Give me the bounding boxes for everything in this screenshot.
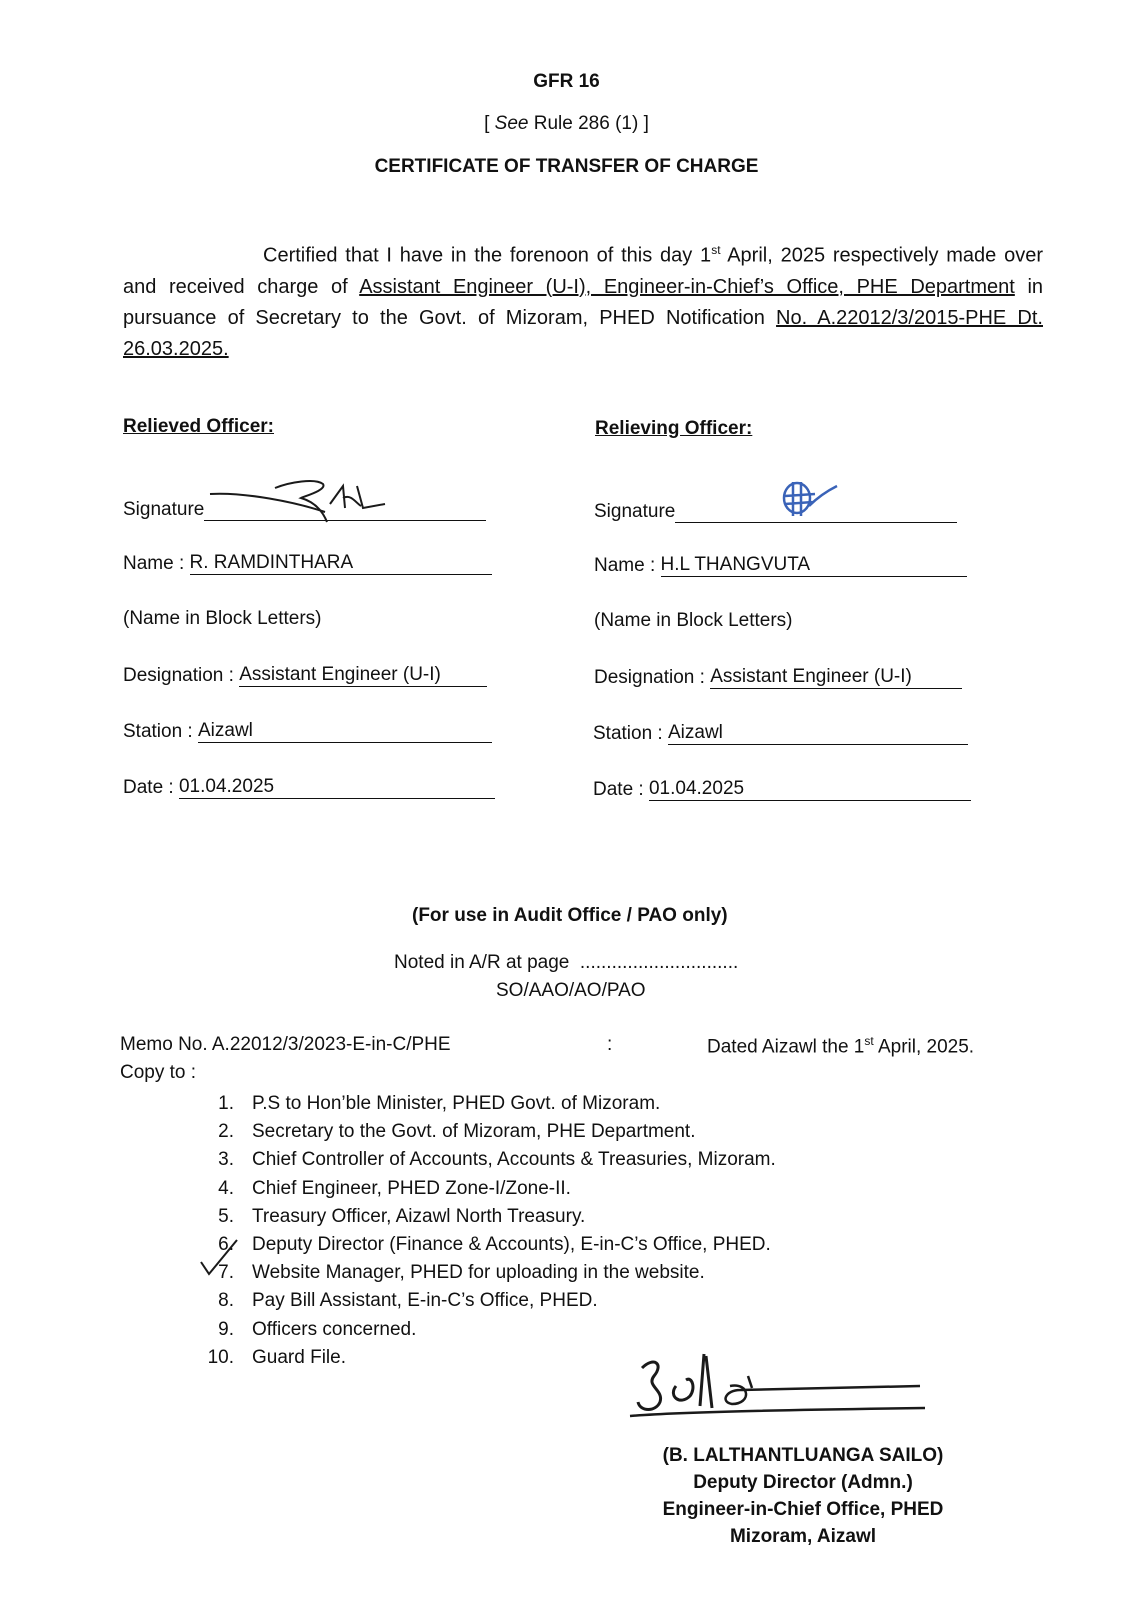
certification-paragraph: Certified that I have in the forenoon of this day 1st April, 2025 respectively made over and received charge of Assistant Engineer (U-I), Engineer-in-Chief’s Office, PHE Department in pursuance of Secretary to the Govt. of Mizoram, PHED Notification No. A.22012/3/2015-PHE Dt. 26.03.2025. <box>123 243 1044 360</box>
audit-heading: (For use in Audit Office / PAO only) <box>412 905 728 926</box>
relieved-designation-row: Designation : Assistant Engineer (U-I) <box>123 664 487 687</box>
relieved-designation: Assistant Engineer (U-I) <box>239 664 441 685</box>
relieving-date: 01.04.2025 <box>648 778 745 799</box>
list-item: 3. Chief Controller of Accounts, Accounts & Treasuries, Mizoram. <box>218 1149 776 1171</box>
signatory-place: Mizoram, Aizawl <box>729 1526 877 1547</box>
relieving-date-row: Date : 01.04.2025 <box>593 778 971 801</box>
relieving-signature-row: Signature <box>594 500 957 523</box>
relieved-block-letters: (Name in Block Letters) <box>123 608 322 629</box>
relieved-date: 01.04.2025 <box>178 776 275 797</box>
relieving-station-row: Station : Aizawl <box>593 722 968 745</box>
relieving-designation: Assistant Engineer (U-I) <box>710 666 912 687</box>
form-number: GFR 16 <box>533 71 600 92</box>
memo-number: Memo No. A.22012/3/2023-E-in-C/PHE <box>120 1034 451 1055</box>
relieved-signature-icon <box>205 472 405 532</box>
relieved-station-row: Station : Aizawl <box>123 720 492 743</box>
relieving-station: Aizawl <box>668 722 723 743</box>
list-item: 9. Officers concerned. <box>218 1318 417 1340</box>
list-item: 1. P.S to Hon’ble Minister, PHED Govt. of Mizoram. <box>218 1093 661 1114</box>
relieved-date-row: Date : 01.04.2025 <box>123 776 495 799</box>
audit-noted-line: Noted in A/R at page .............................. <box>394 952 739 973</box>
relieving-block-letters: (Name in Block Letters) <box>594 610 793 631</box>
relieving-signature-icon <box>775 476 845 526</box>
list-item: 8. Pay Bill Assistant, E-in-C’s Office, PHED. <box>218 1290 598 1312</box>
rule-reference: [ See Rule 286 (1) ] <box>484 113 649 134</box>
charge-post: Assistant Engineer (U-I), Engineer-in-Chief’s Office, PHE Department <box>359 275 1015 298</box>
relieved-station: Aizawl <box>198 720 253 741</box>
memo-colon: : <box>607 1034 613 1055</box>
relieving-officer-heading: Relieving Officer: <box>595 418 753 439</box>
relieved-officer-heading: Relieved Officer: <box>123 416 274 437</box>
authorising-signature-icon <box>620 1346 940 1426</box>
relieved-name-row: Name : R. RAMDINTHARA <box>123 552 492 575</box>
list-item: 4. Chief Engineer, PHED Zone-I/Zone-II. <box>218 1177 571 1199</box>
list-item: 5. Treasury Officer, Aizawl North Treasury. <box>218 1205 586 1227</box>
relieved-signature-row: Signature <box>123 498 486 521</box>
list-item: 7. Website Manager, PHED for uploading in the website. <box>218 1262 705 1284</box>
signatory-office: Engineer-in-Chief Office, PHED <box>662 1499 944 1520</box>
document-title: CERTIFICATE OF TRANSFER OF CHARGE <box>374 156 759 177</box>
audit-offices: SO/AAO/AO/PAO <box>496 980 646 1001</box>
signatory-block <box>583 1442 1023 1550</box>
notification-ref: No. A.22012/3/2015-PHE Dt. 26.03.2025. <box>123 306 1043 360</box>
memo-date: Dated Aizawl the 1st April, 2025. <box>707 1034 975 1058</box>
copy-list <box>193 1090 776 1372</box>
list-item: 2. Secretary to the Govt. of Mizoram, PHE Department. <box>218 1121 696 1143</box>
relieved-name: R. RAMDINTHARA <box>189 552 354 573</box>
checkmark-icon <box>197 1238 241 1278</box>
list-item: 6. Deputy Director (Finance & Accounts), E-in-C’s Office, PHED. <box>218 1234 771 1256</box>
copy-to-label: Copy to : <box>120 1062 197 1083</box>
relieving-name: H.L THANGVUTA <box>660 554 811 575</box>
relieving-designation-row: Designation : Assistant Engineer (U-I) <box>594 666 962 689</box>
relieving-name-row: Name : H.L THANGVUTA <box>594 554 967 577</box>
list-item: 10. Guard File. <box>207 1346 346 1368</box>
signatory-designation: Deputy Director (Admn.) <box>693 1472 913 1493</box>
signatory-name: (B. LALTHANTLUANGA SAILO) <box>662 1445 944 1466</box>
